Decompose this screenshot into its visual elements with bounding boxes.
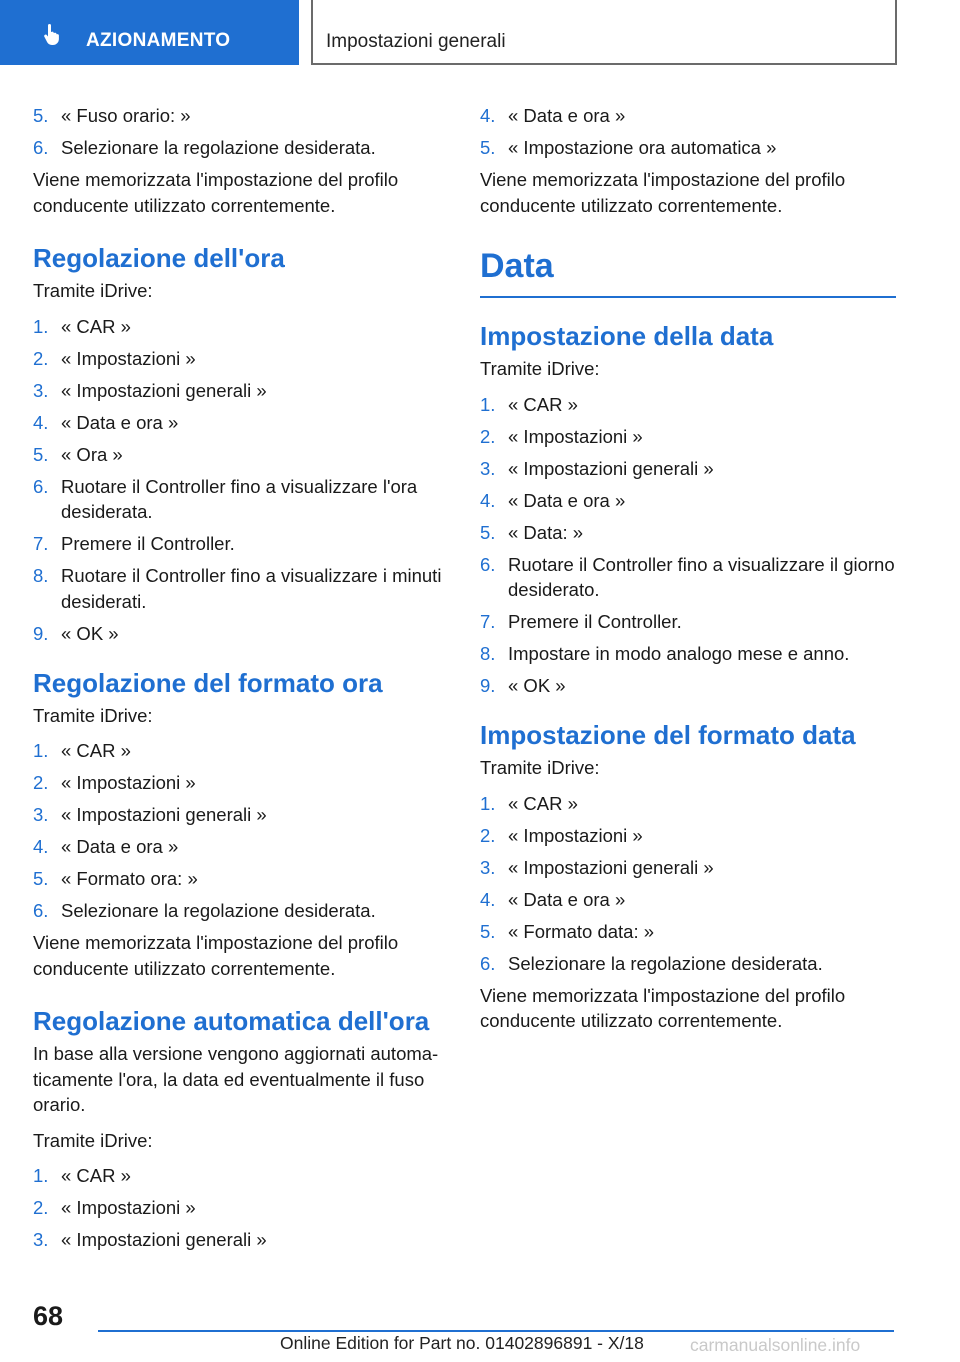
right-column xyxy=(480,103,896,1054)
section-tab xyxy=(0,0,299,65)
section-heading: Regolazione del formato ora xyxy=(33,667,383,698)
steps-list xyxy=(33,1163,451,1253)
list-item: 9. « OK » xyxy=(480,675,566,696)
list-item: 3. « Impostazioni generali » xyxy=(33,804,267,825)
steps-list xyxy=(480,392,896,699)
lead-text: Tramite iDrive: xyxy=(33,1129,153,1151)
list-item: 4. « Data e ora » xyxy=(480,888,626,910)
list-item: 4. « Data e ora » xyxy=(33,411,179,433)
profile-note: Viene memorizzata l'impostazione del profilo conducente utilizzato correntemente. xyxy=(33,169,399,216)
list-item: 5. « Data: » xyxy=(480,521,584,543)
list-item: 3. « Impostazioni generali » xyxy=(480,457,714,479)
description-text: In base alla versione vengono aggiornati automa-ticamente l'ora, la data ed eventualmente il fuso orario. xyxy=(33,1043,439,1115)
list-item: 2. « Impostazioni » xyxy=(480,824,643,846)
steps-list xyxy=(33,738,451,924)
lead-text: Tramite iDrive: xyxy=(33,704,153,726)
list-item: 6. Ruotare il Controller fino a visualizzare l'ora desiderata. xyxy=(33,475,418,522)
list-item: 7. Premere il Controller. xyxy=(33,533,235,554)
list-item: 3. « Impostazioni generali » xyxy=(480,856,714,878)
list-item: 1. « CAR » xyxy=(33,315,131,337)
list-item: 4. « Data e ora » xyxy=(480,489,626,511)
list-item: 6. Selezionare la regolazione desiderata. xyxy=(33,137,376,158)
section-heading: Regolazione automatica dell'ora xyxy=(33,1006,430,1036)
profile-note: Viene memorizzata l'impostazione del profilo conducente utilizzato correntemente. xyxy=(33,932,399,979)
list-item: 5. « Fuso orario: » xyxy=(33,105,191,126)
list-item: 2. « Impostazioni » xyxy=(480,425,643,447)
chapter-heading: Data xyxy=(480,246,896,298)
section-label: AZIONAMENTO xyxy=(86,30,231,51)
page-title: Impostazioni generali xyxy=(326,31,506,52)
list-item: 1. « CAR » xyxy=(33,740,131,761)
section-heading: Impostazione della data xyxy=(480,321,774,351)
list-item: 2. « Impostazioni » xyxy=(33,772,196,793)
page-number: 68 xyxy=(33,1301,64,1331)
list-item: 9. « OK » xyxy=(33,622,119,644)
list-item: 6. Ruotare il Controller fino a visualizzare il giorno desiderato. xyxy=(480,553,895,600)
list-item: 8. Ruotare il Controller fino a visualizzare i minuti desiderati. xyxy=(33,565,442,612)
list-item: 4. « Data e ora » xyxy=(33,836,179,857)
list-item: 5. « Ora » xyxy=(33,443,123,465)
list-item: 5. « Formato ora: » xyxy=(33,868,198,889)
steps-list xyxy=(33,314,451,647)
list-item: 5. « Impostazione ora automatica » xyxy=(480,137,777,158)
edition-text: Online Edition for Part no. 01402896891 - X/18 xyxy=(280,1333,644,1353)
list-item: 3. « Impostazioni generali » xyxy=(33,1229,267,1250)
intro-list-left xyxy=(33,103,451,161)
list-item: 1. « CAR » xyxy=(480,792,578,814)
section-heading: Regolazione dell'ora xyxy=(33,243,285,273)
intro-list-right xyxy=(480,103,896,161)
footer-divider xyxy=(98,1330,894,1332)
list-item: 5. « Formato data: » xyxy=(480,920,655,942)
profile-note: Viene memorizzata l'impostazione del profilo conducente utilizzato correntemente. xyxy=(480,984,846,1031)
lead-text: Tramite iDrive: xyxy=(480,358,600,379)
list-item: 6. Selezionare la regolazione desiderata. xyxy=(33,900,376,921)
list-item: 2. « Impostazioni » xyxy=(33,347,196,369)
watermark-text: carmanualsonline.info xyxy=(690,1335,861,1355)
touch-hand-icon xyxy=(40,22,64,46)
lead-text: Tramite iDrive: xyxy=(33,280,153,301)
list-item: 4. « Data e ora » xyxy=(480,105,626,126)
profile-note: Viene memorizzata l'impostazione del profilo conducente utilizzato correntemente. xyxy=(480,169,846,216)
lead-text: Tramite iDrive: xyxy=(480,757,600,778)
list-item: 7. Premere il Controller. xyxy=(480,611,682,632)
list-item: 1. « CAR » xyxy=(33,1165,131,1186)
list-item: 6. Selezionare la regolazione desiderata. xyxy=(480,952,823,974)
list-item: 1. « CAR » xyxy=(480,393,578,415)
left-column xyxy=(33,103,451,1259)
list-item: 3. « Impostazioni generali » xyxy=(33,379,267,401)
section-heading: Impostazione del formato data xyxy=(480,720,856,750)
list-item: 8. Impostare in modo analogo mese e anno. xyxy=(480,643,850,664)
list-item: 2. « Impostazioni » xyxy=(33,1197,196,1218)
steps-list xyxy=(480,791,896,977)
